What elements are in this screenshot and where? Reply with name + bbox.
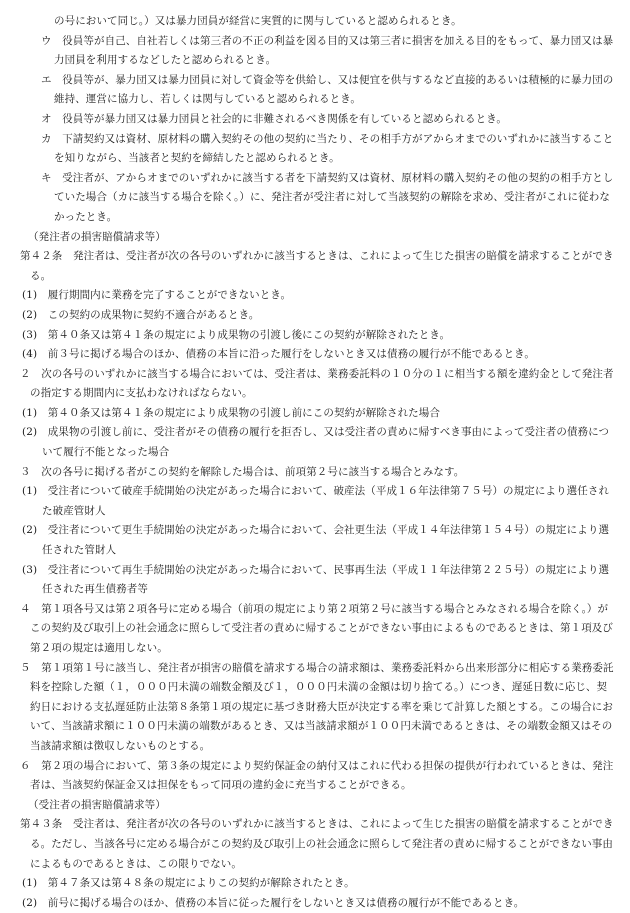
clause-line: の号において同じ。）又は暴力団員が経営に実質的に関与していると認められるとき。 [54, 15, 462, 27]
article-42-item-3: (3) 第４０条又は第４１条の規定により成果物の引渡し後にこの契約が解除されたとき。 [22, 328, 451, 341]
section-heading-art43: （受注者の損害賠償請求等） [28, 798, 166, 811]
clause-item-u: ウ 役員等が自己、自社若しくは第三者の不正の利益を図る目的又は第三者に損害を加える目的をもって、暴力団又は暴力団員を利用するなどしたと認められるとき。 [41, 34, 614, 67]
article-42-para-3: ３ 次の各号に掲げる者がこの契約を解除した場合は、前項第２号に該当する場合とみなす。 [20, 465, 465, 478]
article-42-para-4: ４ 第１項各号又は第２項各号に定める場合（前項の規定により第２項第２号に該当する場合とみなされる場合を除く。）がこの契約及び取引上の社会通念に照らして受注者の責めに帰することができない事由によるものであるときは、第１項及び第２項の規定は適用しない。 [20, 602, 613, 654]
section-heading-art42: （発注者の損害賠償請求等） [28, 230, 166, 243]
article-42: 第４２条 発注者は、受注者が次の各号のいずれかに該当するときは、これによって生じた損害の賠償を請求することができる。 [20, 250, 614, 282]
clause-item-o: オ 役員等が暴力団又は暴力団員と社会的に非難されるべき関係を有していると認められるとき。 [41, 112, 507, 125]
article-42-para-3-item-2: (2) 受注者について更生手続開始の決定があった場合において、会社更生法（平成１４年法律第１５４号）の規定により選任された管財人 [22, 524, 610, 557]
article-42-para-3-item-1: (1) 受注者について破産手続開始の決定があった場合において、破産法（平成１６年法律第７５号）の規定により選任された破産管財人 [22, 485, 610, 517]
article-42-para-2: ２ 次の各号のいずれかに該当する場合においては、受注者は、業務委託料の１０分の１に相当する額を違約金として発注者の指定する期間内に支払わなければならない。 [20, 367, 614, 400]
article-43-item-1: (1) 第４７条又は第４８条の規定によりこの契約が解除されたとき。 [22, 877, 355, 890]
article-42-para-2-item-1: (1) 第４０条又は第４１条の規定により成果物の引渡し前にこの契約が解除された場合 [22, 406, 440, 419]
article-42-item-4: (4) 前３号に掲げる場合のほか、債務の本旨に沿った履行をしないとき又は債務の履行が不能であるとき。 [22, 348, 535, 361]
clause-item-e: エ 役員等が、暴力団又は暴力団員に対して資金等を供給し、又は便宜を供与するなど直接的あるいは積極的に暴力団の維持、運営に協力し、若しくは関与していると認められるとき。 [41, 73, 614, 106]
clause-item-ka: カ 下請契約又は資材、原材料の購入契約その他の契約に当たり、その相手方がアからオまでのいずれかに該当することを知りながら、当該者と契約を締結したと認められるとき。 [41, 132, 614, 165]
article-42-para-5: ５ 第１項第１号に該当し、発注者が損害の賠償を請求する場合の請求額は、業務委託料から出来形部分に相応する業務委託料を控除した額（１，０００円未満の端数金額及び１，０００円未満の金額は切り捨てる。）につき、遅延日数に応じ、契約日における支払遅延防止法第８条第１項の規定に基づき財務大臣が決定する率を乗じて計算した額とする。この場合において、当該請求額に１００円未満の端数があるとき、又は当該請求額が１００円未満であるときは、その端数金額又はその当該請求額は徴収しないものとする。 [20, 661, 614, 752]
article-43-item-2: (2) 前号に掲げる場合のほか、債務の本旨に従った履行をしないとき又は債務の履行が不能であるとき。 [22, 896, 525, 909]
article-42-item-2: (2) この契約の成果物に契約不適合があるとき。 [22, 308, 260, 321]
article-42-item-1: (1) 履行期間内に業務を完了することができないとき。 [22, 289, 292, 302]
article-43: 第４３条 受注者は、発注者が次の各号のいずれかに該当するときは、これによって生じた損害の賠償を請求することができる。ただし、当該各号に定める場合がこの契約及び取引上の社会通念に照らして発注者の責めに帰することができない事由によるものであるときは、この限りでない。 [20, 818, 614, 870]
article-42-para-2-item-2: (2) 成果物の引渡し前に、受注者がその債務の履行を拒否し、又は受注者の責めに帰すべき事由によって受注者の債務について履行不能となった場合 [22, 426, 610, 459]
article-42-para-3-item-3: (3) 受注者について再生手続開始の決定があった場合において、民事再生法（平成１１年法律第２２５号）の規定により選任された再生債務者等 [22, 563, 610, 596]
article-42-para-6: ６ 第２項の場合において、第３条の規定により契約保証金の納付又はこれに代わる担保の提供が行われているときは、発注者は、当該契約保証金又は担保をもって同項の違約金に充当することができる。 [20, 759, 614, 792]
clause-item-ki: キ 受注者が、アからオまでのいずれかに該当する者を下請契約又は資材、原材料の購入契約その他の契約の相手方としていた場合（カに該当する場合を除く。）に、発注者が受注者に対して当該契約の解除を求め、受注者がこれに従わなかったとき。 [41, 171, 614, 223]
